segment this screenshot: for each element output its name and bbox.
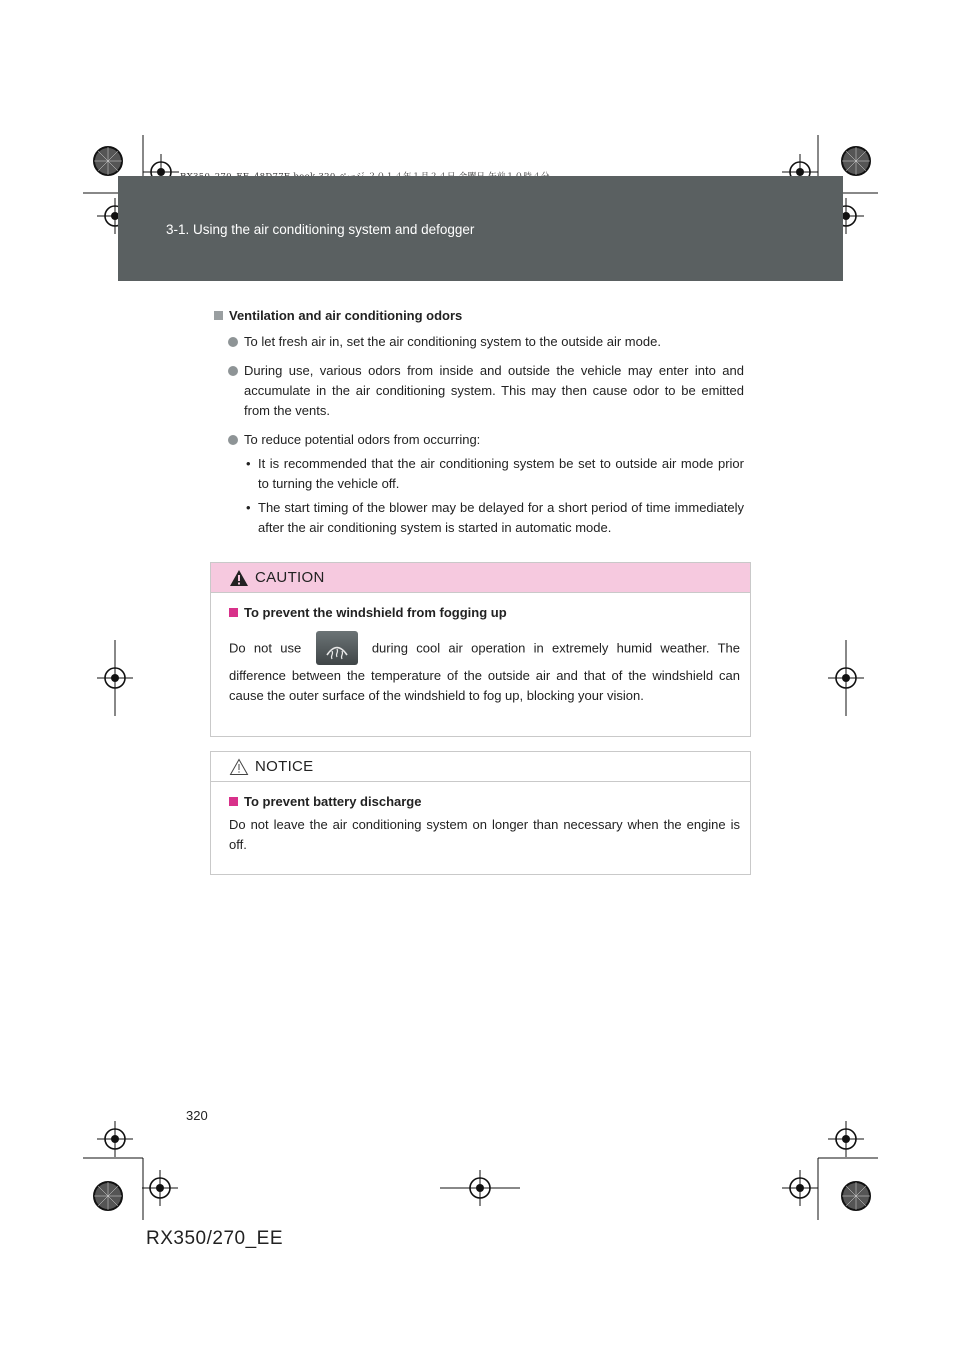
list-item xyxy=(228,332,744,352)
section-heading xyxy=(214,308,744,323)
sub-list-item xyxy=(246,454,744,494)
notice-heading xyxy=(229,794,740,809)
section-header xyxy=(118,176,843,281)
section-heading-text: Ventilation and air conditioning odors xyxy=(229,308,463,323)
section-title: 3-1. Using the air conditioning system and defogger xyxy=(166,222,475,237)
caution-heading-text: To prevent the windshield from fogging up xyxy=(244,605,507,620)
list-item-text: To reduce potential odors from occurring: xyxy=(244,432,481,447)
model-code: RX350/270_EE xyxy=(146,1228,283,1249)
caution-heading xyxy=(229,605,740,620)
notice-triangle-icon xyxy=(229,758,249,776)
notice-paragraph: Do not leave the air conditioning system on longer than necessary when the engine is off. xyxy=(229,817,740,852)
caution-header xyxy=(211,563,750,593)
square-bullet-icon xyxy=(229,797,238,806)
sub-bullet-marker: • xyxy=(246,456,251,471)
front-defroster-icon xyxy=(316,631,358,665)
notice-heading-text: To prevent battery discharge xyxy=(244,794,422,809)
square-bullet-icon xyxy=(214,311,223,320)
list-item xyxy=(228,430,744,450)
warning-triangle-icon xyxy=(229,569,249,587)
dot-bullet-icon xyxy=(228,435,238,445)
main-content xyxy=(214,308,744,538)
list-item xyxy=(228,361,744,421)
dot-bullet-icon xyxy=(228,366,238,376)
caution-body xyxy=(211,593,750,706)
caution-box xyxy=(210,562,751,737)
caution-text-before: Do not use xyxy=(229,640,302,656)
notice-header xyxy=(211,752,750,782)
notice-body xyxy=(211,782,750,855)
caution-text-after: during cool air operation in extremely humid weather. The difference between the temperature of the outside air and that of the windshield can cause the outer surface of the windshield to fog up, blocking your vision. xyxy=(229,640,740,703)
sub-list-item-text: It is recommended that the air conditioning system be set to outside air mode prior to turning the vehicle off. xyxy=(258,456,744,491)
notice-box xyxy=(210,751,751,875)
caution-paragraph xyxy=(229,632,740,706)
square-bullet-icon xyxy=(229,608,238,617)
page-number: 320 xyxy=(186,1108,208,1123)
notice-label: NOTICE xyxy=(255,758,314,775)
sub-list-item xyxy=(246,498,744,538)
sub-list-item-text: The start timing of the blower may be delayed for a short period of time immediately after the air conditioning system is started in automatic mode. xyxy=(258,500,744,535)
caution-label: CAUTION xyxy=(255,569,325,586)
list-item-text: To let fresh air in, set the air conditioning system to the outside air mode. xyxy=(244,334,661,349)
sub-bullet-marker: • xyxy=(246,500,251,515)
list-item-text: During use, various odors from inside and outside the vehicle may enter into and accumulate in the air conditioning system. This may then cause odor to be emitted from the vents. xyxy=(244,363,744,418)
dot-bullet-icon xyxy=(228,337,238,347)
